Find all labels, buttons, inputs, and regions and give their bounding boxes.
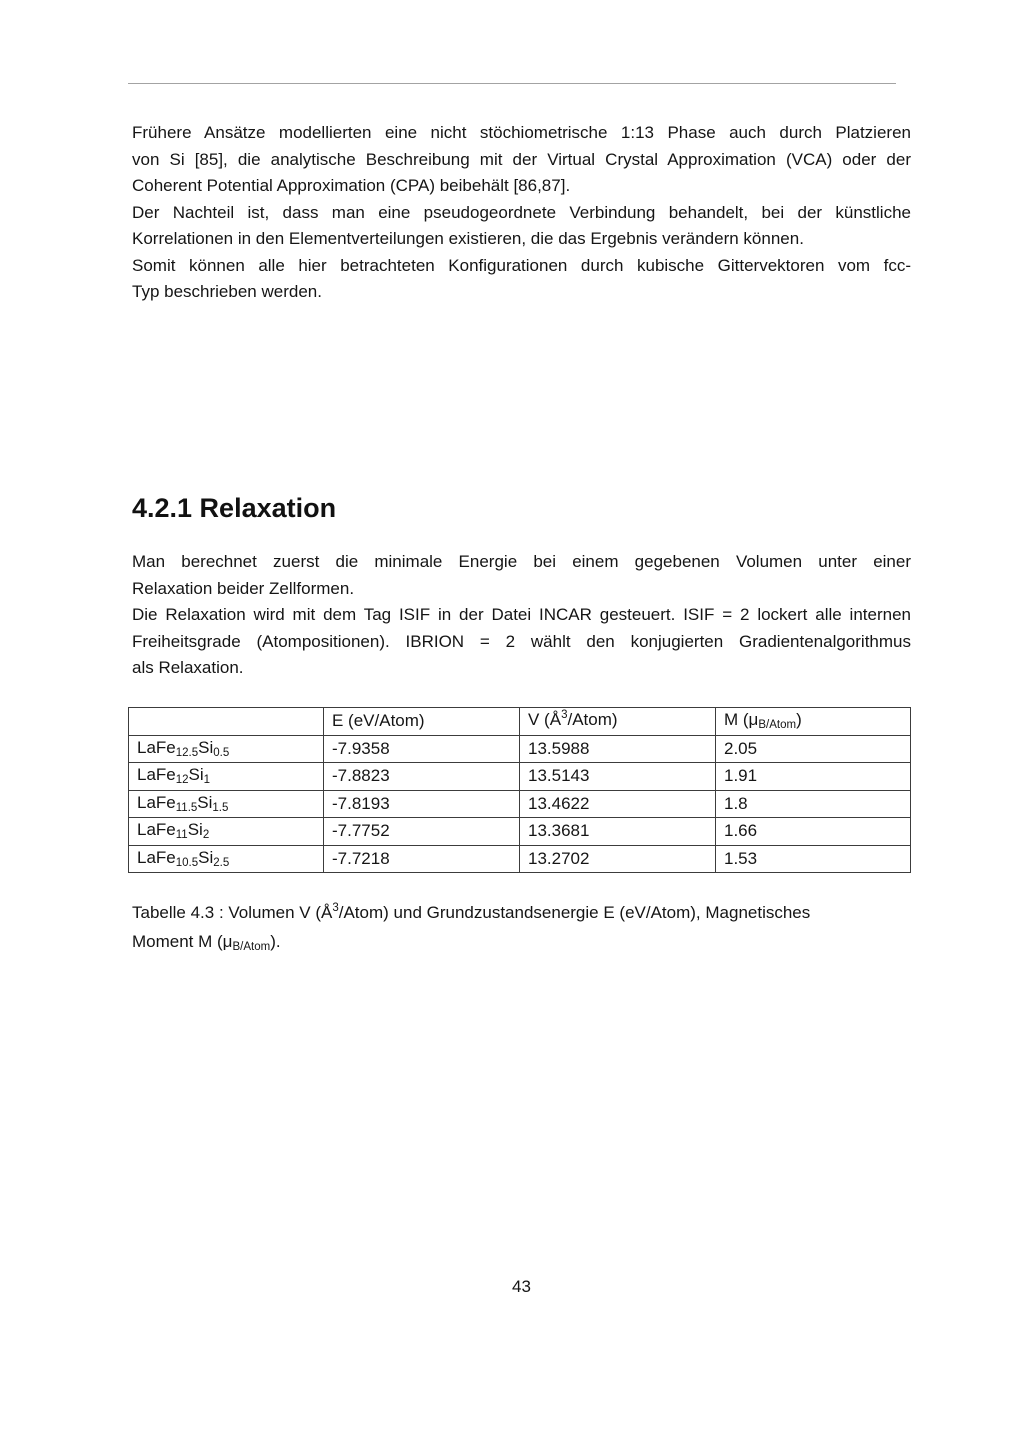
table-row — [129, 790, 911, 818]
subscript: 11.5 — [175, 801, 198, 814]
paragraph — [132, 200, 911, 253]
energy-cell: -7.7752 — [324, 818, 520, 846]
subscript: B/Atom — [758, 719, 797, 732]
formula-part: LaFe — [137, 820, 176, 840]
moment-cell: 1.53 — [716, 845, 911, 873]
compound-cell — [129, 763, 324, 791]
table-caption — [132, 900, 911, 957]
volume-cell: 13.5988 — [520, 735, 716, 763]
text-line: Frühere Ansätze modellierten eine nicht stöchiometrische 1:13 Phase auch durch Platzieren — [132, 123, 911, 142]
header-rule — [128, 83, 896, 84]
compound-cell — [129, 818, 324, 846]
paragraph — [132, 120, 911, 200]
table-row — [129, 735, 911, 763]
formula-part: LaFe — [137, 792, 176, 812]
subscript: 2 — [202, 829, 210, 842]
subscript: 0.5 — [213, 746, 230, 759]
caption-text: ). — [270, 931, 281, 951]
text-line: Die Relaxation wird mit dem Tag ISIF in der Datei INCAR gesteuert. ISIF = 2 lockert alle internen — [132, 605, 911, 624]
subscript: 1.5 — [212, 801, 229, 814]
formula-part: Si — [198, 737, 214, 757]
table-row — [129, 763, 911, 791]
superscript: 3 — [561, 709, 568, 722]
paragraph — [132, 602, 911, 682]
text-line: Coherent Potential Approximation (CPA) beibehält [86,87]. — [132, 176, 571, 195]
compound-cell — [129, 735, 324, 763]
volume-cell: 13.2702 — [520, 845, 716, 873]
moment-cell: 1.8 — [716, 790, 911, 818]
header-moment-tail: ) — [796, 710, 802, 730]
text-line: Somit können alle hier betrachteten Konfigurationen durch kubische Gittervektoren vom fcc- — [132, 255, 911, 275]
subscript: 12 — [175, 774, 189, 787]
subscript: 10.5 — [175, 856, 199, 869]
text-line: Der Nachteil ist, dass man eine pseudogeordnete Verbindung behandelt, bei der künstliche — [132, 202, 911, 222]
moment-cell: 2.05 — [716, 735, 911, 763]
moment-cell: 1.66 — [716, 818, 911, 846]
header-volume-tail: /Atom) — [567, 710, 618, 730]
section-heading: 4.2.1 Relaxation — [132, 493, 337, 523]
caption-text: Tabelle 4.3 : Volumen V (Å — [132, 903, 333, 922]
text-line: als Relaxation. — [132, 658, 244, 677]
compound-cell — [129, 845, 324, 873]
formula-part: Si — [198, 847, 214, 867]
table-row — [129, 845, 911, 873]
volume-cell: 13.5143 — [520, 763, 716, 791]
volume-cell: 13.4622 — [520, 790, 716, 818]
subscript: 2.5 — [213, 856, 230, 869]
caption-line — [132, 929, 911, 958]
intro-text — [132, 120, 911, 306]
energy-cell: -7.9358 — [324, 735, 520, 763]
formula-part: Si — [187, 820, 203, 840]
header-volume-text: V (Å — [528, 710, 562, 730]
table-corner-cell — [129, 708, 324, 736]
formula-part: LaFe — [137, 737, 176, 757]
caption-text: Moment M (μ — [132, 931, 233, 951]
superscript: 3 — [332, 902, 339, 914]
header-volume — [520, 708, 716, 736]
section-body — [132, 549, 911, 682]
header-energy: E (eV/Atom) — [324, 708, 520, 736]
volume-cell: 13.3681 — [520, 818, 716, 846]
text-line: Korrelationen in den Elementverteilungen existieren, die das Ergebnis verändern können. — [132, 229, 804, 248]
header-moment-text: M (μ — [724, 710, 759, 730]
table-row — [129, 818, 911, 846]
page-number: 43 — [512, 1277, 531, 1296]
text-line: Typ beschrieben werden. — [132, 282, 322, 301]
subscript: 1 — [203, 774, 211, 787]
table-header-row — [129, 708, 911, 736]
text-line: Relaxation beider Zellformen. — [132, 578, 355, 598]
text-line: von Si [85], die analytische Beschreibung mit der Virtual Crystal Approximation (VCA) oder der — [132, 149, 911, 169]
text-line: Freiheitsgrade (Atompositionen). IBRION = 2 wählt den konjugierten Gradientenalgorithmus — [132, 631, 911, 651]
formula-part: LaFe — [137, 765, 176, 785]
formula-part: Si — [188, 765, 204, 785]
energy-cell: -7.8193 — [324, 790, 520, 818]
subscript: 11 — [175, 829, 188, 842]
subscript: 12.5 — [175, 746, 199, 759]
text-line: Man berechnet zuerst die minimale Energie bei einem gegebenen Volumen unter einer — [132, 552, 911, 571]
caption-line — [132, 900, 911, 929]
results-table — [128, 707, 911, 873]
formula-part: LaFe — [137, 847, 176, 867]
paragraph — [132, 253, 911, 306]
energy-cell: -7.7218 — [324, 845, 520, 873]
formula-part: Si — [197, 792, 213, 812]
header-moment — [716, 708, 911, 736]
compound-cell — [129, 790, 324, 818]
moment-cell: 1.91 — [716, 763, 911, 791]
paragraph — [132, 549, 911, 602]
energy-cell: -7.8823 — [324, 763, 520, 791]
subscript: B/Atom — [232, 940, 271, 953]
caption-text: /Atom) und Grundzustandsenergie E (eV/Atom), Magnetisches — [338, 903, 811, 922]
